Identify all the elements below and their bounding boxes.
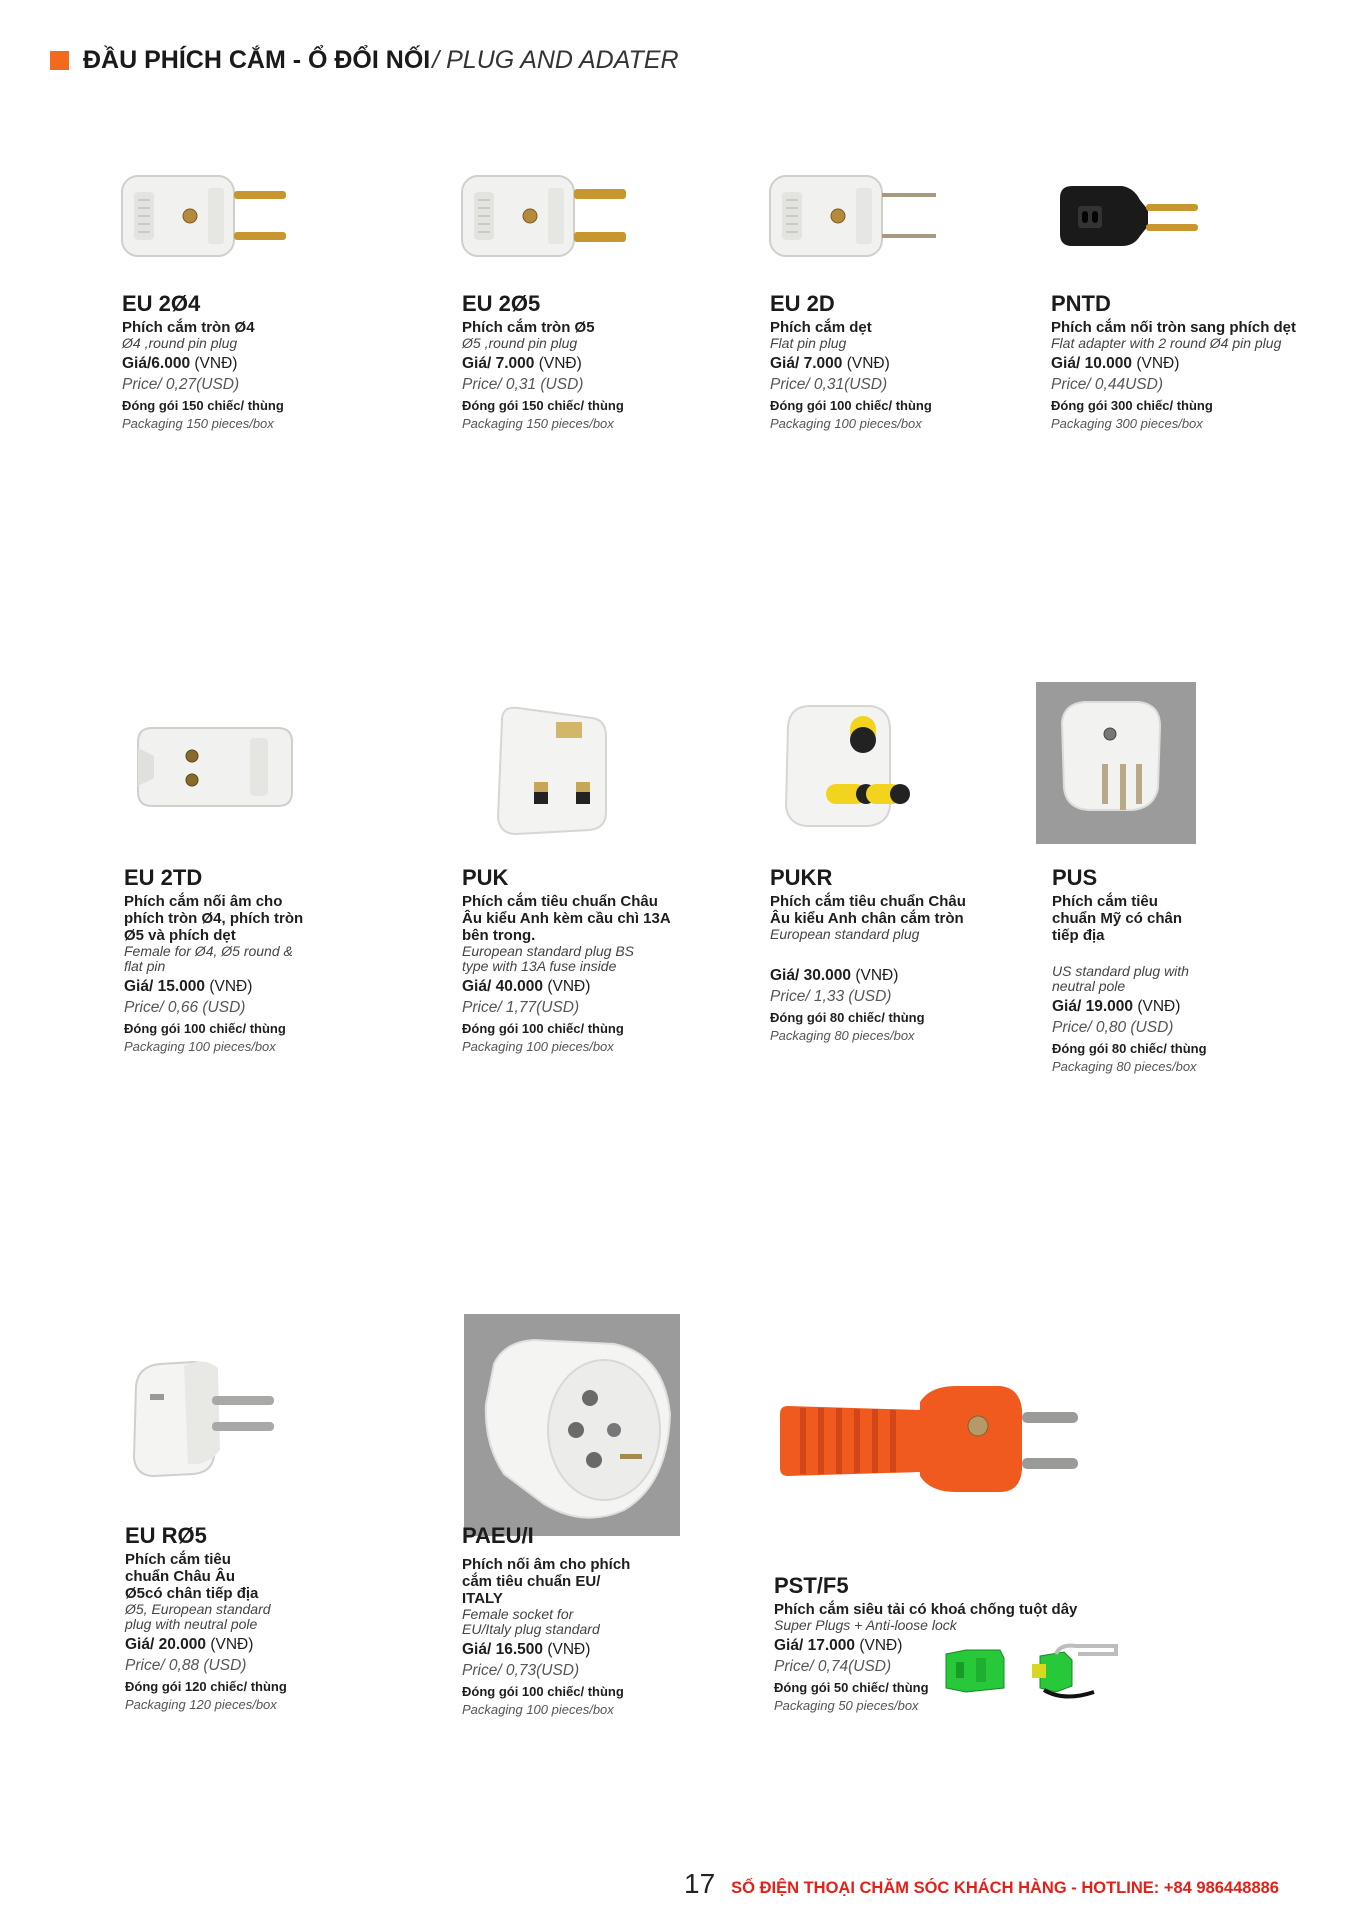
product-name-en: European standard plug BS type with 13A fuse inside xyxy=(462,943,635,974)
plug-orange-super-icon xyxy=(770,1380,1160,1498)
product-name-en: Flat pin plug xyxy=(770,335,847,351)
product-name-vi: Phích cắm tròn Ø4 xyxy=(122,319,255,336)
header-square-marker xyxy=(50,51,69,70)
product-price-usd: Price/ 0,80 (USD) xyxy=(1052,1019,1174,1036)
product-price-vnd: Giá/ 7.000 (VNĐ) xyxy=(770,355,890,372)
product-code: EU 2Ø4 xyxy=(122,291,201,316)
adapter-black-icon xyxy=(1054,176,1204,256)
product-code: PUKR xyxy=(770,865,833,890)
product-code: PNTD xyxy=(1051,291,1111,316)
product-price-usd: Price/ 0,44USD) xyxy=(1051,376,1163,393)
product-price-usd: Price/ 0,31(USD) xyxy=(770,376,888,393)
product-price-usd: Price/ 0,31 (USD) xyxy=(462,376,584,393)
product-name-vi: Phích cắm nối tròn sang phích dẹt xyxy=(1051,319,1297,336)
product-name-vi: Phích cắm tiêu chuẩn Châu Âu Ø5có chân tiếp địa xyxy=(125,1551,259,1602)
plug-eu-2-pin-icon xyxy=(120,166,290,266)
plug-schuko-icon xyxy=(124,1346,284,1486)
product-name-en: Ø5 ,round pin plug xyxy=(462,335,578,351)
product-packaging-en: Packaging 100 pieces/box xyxy=(124,1039,276,1054)
product-code: EU 2Ø5 xyxy=(462,291,541,316)
product-name-en: Female socket for EU/Italy plug standard xyxy=(462,1606,600,1637)
product-packaging-en: Packaging 100 pieces/box xyxy=(770,416,922,431)
product-price-usd: Price/ 0,27(USD) xyxy=(122,376,240,393)
product-packaging-en: Packaging 100 pieces/box xyxy=(462,1039,614,1054)
socket-female-icon xyxy=(130,712,300,822)
product-name-en: European standard plug xyxy=(770,926,920,942)
product-name-vi: Phích cắm nối âm cho phích tròn Ø4, phích tròn Ø5 và phích dẹt xyxy=(124,893,304,944)
page-number: 17 xyxy=(684,1868,716,1899)
product-code: PUS xyxy=(1052,865,1098,890)
product-name-en: Female for Ø4, Ø5 round & flat pin xyxy=(124,943,293,974)
product-name-vi: Phích nối âm cho phích cắm tiêu chuẩn EU/ ITALY xyxy=(462,1556,631,1607)
product-name-vi: Phích cắm tiêu chuẩn Mỹ có chân tiếp địa xyxy=(1052,893,1183,944)
plug-uk-round-icon xyxy=(770,696,920,836)
plug-flat-pin-icon xyxy=(768,166,938,266)
header-title-en: / PLUG AND ADATER xyxy=(432,46,679,74)
product-name-en: US standard plug with neutral pole xyxy=(1052,963,1189,994)
product-code: PUK xyxy=(462,865,509,890)
product-name-vi: Phích cắm tiêu chuẩn Châu Âu kiểu Anh kèm cầu chì 13A bên trong. xyxy=(462,893,671,944)
product-price-vnd: Giá/ 10.000 (VNĐ) xyxy=(1051,355,1180,372)
product-packaging-vi: Đóng gói 80 chiếc/ thùng xyxy=(1052,1041,1207,1056)
product-packaging-vi: Đóng gói 120 chiếc/ thùng xyxy=(125,1679,287,1694)
product-price-vnd: Giá/ 20.000 (VNĐ) xyxy=(125,1636,254,1653)
product-code: EU 2D xyxy=(770,291,835,316)
product-packaging-vi: Đóng gói 80 chiếc/ thùng xyxy=(770,1010,925,1025)
product-code: PST/F5 xyxy=(774,1573,849,1598)
product-packaging-en: Packaging 50 pieces/box xyxy=(774,1698,919,1713)
product-packaging-en: Packaging 150 pieces/box xyxy=(462,416,614,431)
product-name-vi: Phích cắm tròn Ø5 xyxy=(462,319,595,336)
product-packaging-vi: Đóng gói 50 chiếc/ thùng xyxy=(774,1680,929,1695)
product-name-vi: Phích cắm siêu tải có khoá chống tuột dây xyxy=(774,1601,1078,1618)
page-header xyxy=(50,46,679,75)
product-packaging-vi: Đóng gói 100 chiếc/ thùng xyxy=(124,1021,286,1036)
product-price-vnd: Giá/ 19.000 (VNĐ) xyxy=(1052,998,1181,1015)
plug-us-icon xyxy=(1036,682,1196,844)
product-price-usd: Price/ 0,88 (USD) xyxy=(125,1657,247,1674)
product-packaging-en: Packaging 80 pieces/box xyxy=(770,1028,915,1043)
product-packaging-en: Packaging 120 pieces/box xyxy=(125,1697,277,1712)
product-name-en: Flat adapter with 2 round Ø4 pin plug xyxy=(1051,335,1282,351)
product-packaging-en: Packaging 100 pieces/box xyxy=(462,1702,614,1717)
product-price-vnd: Giá/ 7.000 (VNĐ) xyxy=(462,355,582,372)
product-price-usd: Price/ 0,66 (USD) xyxy=(124,999,246,1016)
product-price-vnd: Giá/ 17.000 (VNĐ) xyxy=(774,1637,903,1654)
product-packaging-en: Packaging 80 pieces/box xyxy=(1052,1059,1197,1074)
product-packaging-vi: Đóng gói 100 chiếc/ thùng xyxy=(770,398,932,413)
product-price-vnd: Giá/ 15.000 (VNĐ) xyxy=(124,978,253,995)
product-packaging-vi: Đóng gói 100 chiếc/ thùng xyxy=(462,1684,624,1699)
product-price-usd: Price/ 1,77(USD) xyxy=(462,999,580,1016)
product-name-en: Ø5, European standard plug with neutral pole xyxy=(125,1601,271,1632)
product-name-vi: Phích cắm dẹt xyxy=(770,319,872,336)
product-packaging-vi: Đóng gói 100 chiếc/ thùng xyxy=(462,1021,624,1036)
product-price-vnd: Giá/ 16.500 (VNĐ) xyxy=(462,1641,591,1658)
plug-uk-icon xyxy=(482,700,622,840)
product-packaging-vi: Đóng gói 150 chiếc/ thùng xyxy=(122,398,284,413)
product-packaging-vi: Đóng gói 150 chiếc/ thùng xyxy=(462,398,624,413)
product-name-en: Super Plugs + Anti-loose lock xyxy=(774,1617,957,1633)
product-code: PAEU/I xyxy=(462,1523,534,1548)
product-price-vnd: Giá/ 40.000 (VNĐ) xyxy=(462,978,591,995)
plug-eu-2-pin-icon xyxy=(460,166,630,266)
product-packaging-en: Packaging 300 pieces/box xyxy=(1051,416,1203,431)
product-price-vnd: Giá/ 30.000 (VNĐ) xyxy=(770,967,899,984)
hotline-text: SỐ ĐIỆN THOẠI CHĂM SÓC KHÁCH HÀNG - HOTLINE: +84 986448886 xyxy=(731,1879,1279,1897)
product-price-vnd: Giá/6.000 (VNĐ) xyxy=(122,355,238,372)
product-name-vi: Phích cắm tiêu chuẩn Châu Âu kiểu Anh chân cắm tròn xyxy=(770,893,966,927)
socket-eu-italy-icon xyxy=(464,1314,680,1536)
header-title-vi: ĐẦU PHÍCH CẮM - Ổ ĐỔI NỐI xyxy=(83,46,431,74)
product-price-usd: Price/ 0,73(USD) xyxy=(462,1662,580,1679)
product-price-usd: Price/ 1,33 (USD) xyxy=(770,988,892,1005)
product-packaging-en: Packaging 150 pieces/box xyxy=(122,416,274,431)
page-footer xyxy=(684,1868,1279,1900)
product-name-en: Ø4 ,round pin plug xyxy=(122,335,238,351)
product-price-usd: Price/ 0,74(USD) xyxy=(774,1658,892,1675)
product-code: EU RØ5 xyxy=(125,1523,207,1548)
product-code: EU 2TD xyxy=(124,865,203,890)
product-packaging-vi: Đóng gói 300 chiếc/ thùng xyxy=(1051,398,1213,413)
